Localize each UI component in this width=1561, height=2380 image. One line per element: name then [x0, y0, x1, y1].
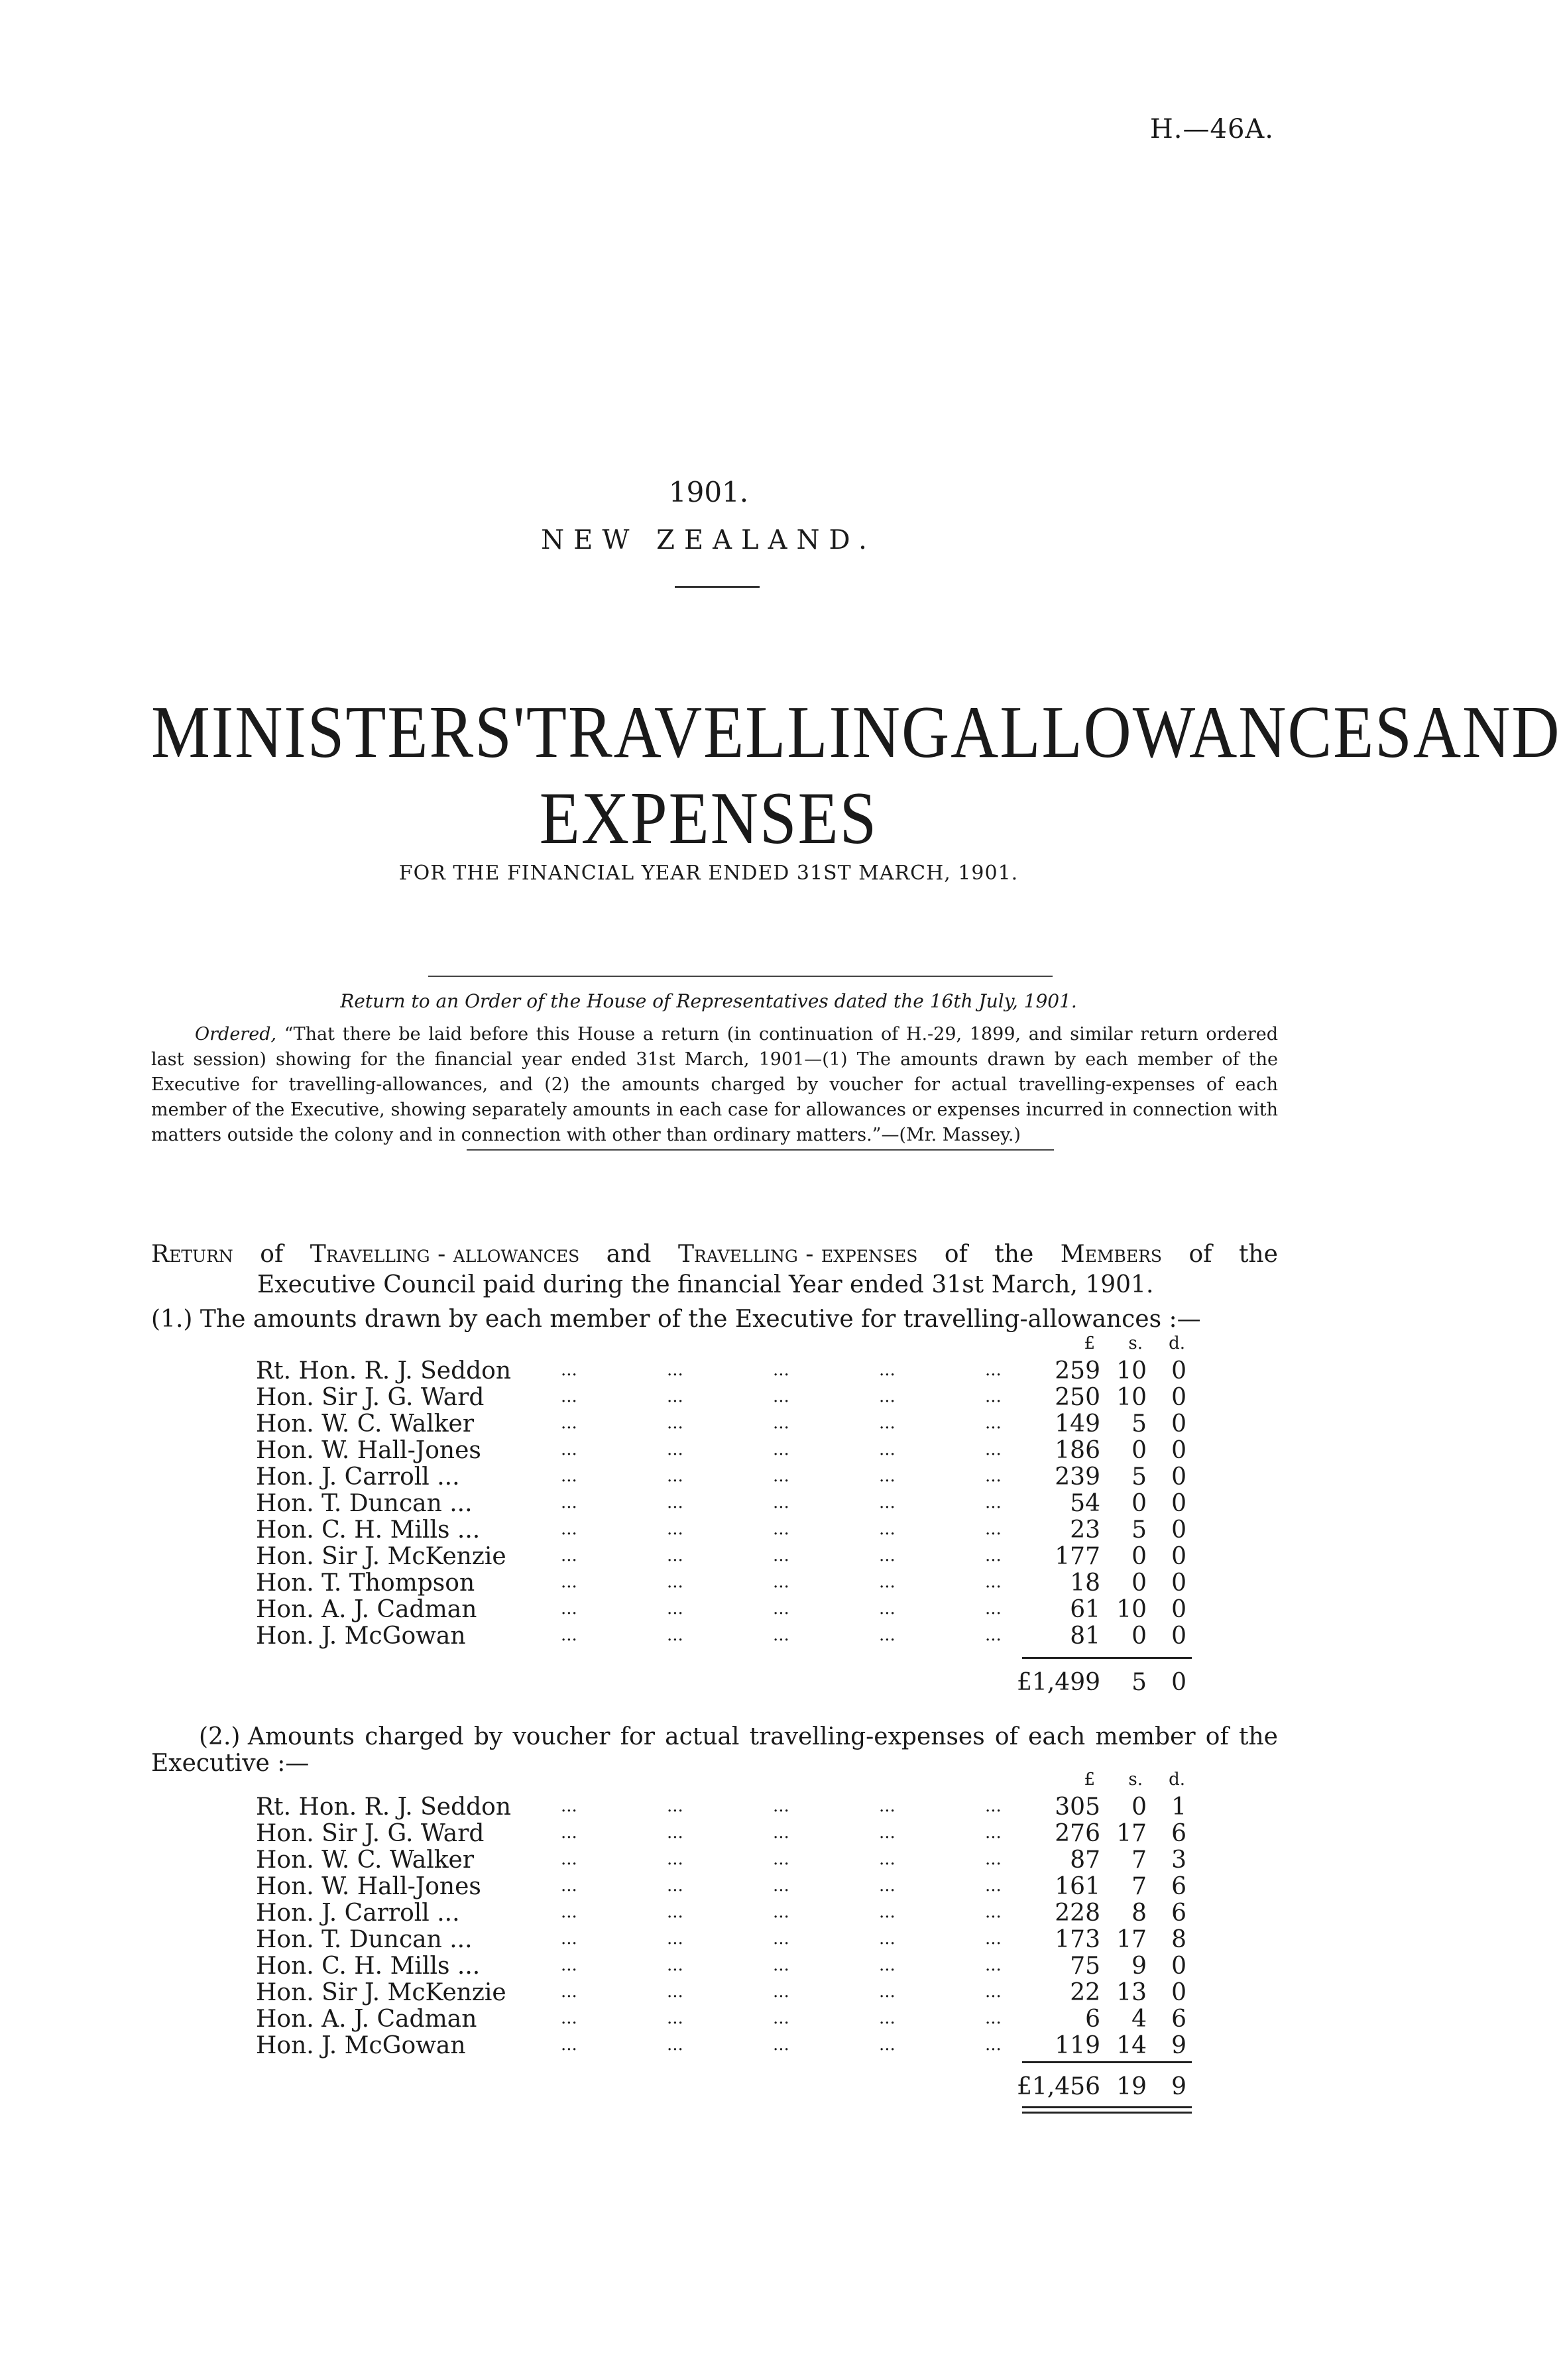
- amount-shillings: 5: [1131, 1516, 1147, 1544]
- amount-shillings: 10: [1116, 1596, 1147, 1623]
- leader-dot-group: ...: [879, 1387, 896, 1406]
- amount-pounds: 18: [1070, 1569, 1100, 1597]
- amount-pence: 0: [1171, 1463, 1186, 1491]
- subtitle: FOR THE FINANCIAL YEAR ENDED 31ST MARCH, 1901.: [398, 862, 1019, 885]
- total-shillings: 5: [1131, 1669, 1147, 1696]
- return-heading: [151, 1239, 1278, 1300]
- amount-pence: 6: [1171, 1899, 1186, 1927]
- member-name: Rt. Hon. R. J. Seddon: [256, 1357, 512, 1385]
- leader-dot-group: ...: [561, 1546, 577, 1565]
- amount-shillings: 7: [1131, 1846, 1147, 1874]
- leader-dot-group: ...: [773, 1466, 789, 1486]
- leader-dot-group: ...: [561, 1796, 577, 1816]
- section2-title-word: actual: [665, 1723, 740, 1750]
- leader-dot-group: ...: [773, 1876, 789, 1896]
- leader-dot-group: ...: [773, 1572, 789, 1592]
- member-name: Hon. A. J. Cadman: [256, 1596, 477, 1623]
- section2-title-word: (2.) Amounts: [199, 1723, 355, 1750]
- leader-dot-group: ...: [985, 1599, 1002, 1618]
- unit-header-shillings: s.: [1128, 1770, 1143, 1789]
- amount-pence: 0: [1171, 1357, 1186, 1385]
- heading-word: the: [994, 1241, 1034, 1268]
- leader-dot-group: ...: [561, 1493, 577, 1512]
- member-name: Hon. W. C. Walker: [256, 1410, 475, 1438]
- leader-dot-group: ...: [985, 1796, 1002, 1816]
- amount-pounds: 186: [1055, 1437, 1100, 1464]
- leader-dot-group: ...: [879, 1519, 896, 1539]
- leader-dot-group: ...: [561, 1849, 577, 1869]
- leader-dot-group: ...: [879, 1546, 896, 1565]
- leader-dot-group: ...: [561, 1599, 577, 1618]
- leader-dot-group: ...: [773, 1902, 789, 1922]
- amount-pence: 8: [1171, 1926, 1186, 1953]
- heading-word: of: [1188, 1241, 1212, 1268]
- total-rule: [1022, 2061, 1192, 2063]
- leader-dot-group: ...: [985, 1955, 1002, 1975]
- member-name: Hon. C. H. Mills ...: [256, 1516, 481, 1544]
- leader-dot-group: ...: [773, 1546, 789, 1565]
- leader-dot-group: ...: [879, 1466, 896, 1486]
- member-name: Hon. J. McGowan: [256, 1622, 466, 1650]
- leader-dot-group: ...: [561, 1902, 577, 1922]
- amount-pounds: 149: [1055, 1410, 1100, 1438]
- amount-pounds: 161: [1055, 1873, 1100, 1900]
- leader-dot-group: ...: [773, 1440, 789, 1459]
- country-heading: NEW ZEALAND.: [541, 525, 876, 555]
- amount-shillings: 0: [1131, 1490, 1147, 1517]
- leader-dot-group: ...: [879, 1796, 896, 1816]
- order-return-line: Return to an Order of the House of Representatives dated the 16th July, 1901.: [340, 990, 1077, 1012]
- member-name: Hon. Sir J. G. Ward: [256, 1820, 485, 1847]
- leader-dot-group: ...: [879, 1929, 896, 1949]
- leader-dot-group: ...: [879, 2035, 896, 2055]
- amount-shillings: 0: [1131, 1437, 1147, 1464]
- unit-header-pence: d.: [1169, 1770, 1185, 1789]
- leader-dot-group: ...: [773, 1387, 789, 1406]
- divider: [428, 976, 1053, 977]
- leader-dot-group: ...: [773, 1360, 789, 1380]
- total-shillings: 19: [1116, 2073, 1147, 2100]
- leader-dot-group: ...: [985, 1466, 1002, 1486]
- leader-dot-group: ...: [985, 2008, 1002, 2028]
- leader-dot-group: ...: [667, 1387, 683, 1406]
- member-name: Hon. W. Hall-Jones: [256, 1437, 481, 1464]
- leader-dot-group: ...: [773, 1849, 789, 1869]
- leader-dot-group: ...: [561, 1440, 577, 1459]
- heading-word: Return: [151, 1241, 233, 1268]
- divider: [675, 586, 760, 588]
- leader-dot-group: ...: [985, 1360, 1002, 1380]
- amount-pounds: 250: [1055, 1384, 1100, 1411]
- amount-pence: 9: [1171, 2032, 1186, 2059]
- amount-pence: 6: [1171, 1873, 1186, 1900]
- leader-dot-group: ...: [879, 1360, 896, 1380]
- amount-pounds: 6: [1085, 2006, 1100, 2033]
- heading-word: of: [260, 1241, 284, 1268]
- leader-dot-group: ...: [561, 1466, 577, 1486]
- leader-dot-group: ...: [985, 1929, 1002, 1949]
- amount-pence: 6: [1171, 1820, 1186, 1847]
- member-name: Hon. J. Carroll ...: [256, 1899, 460, 1927]
- title-word: MINISTERS': [151, 691, 526, 773]
- member-name: Hon. T. Thompson: [256, 1569, 475, 1597]
- amount-pence: 0: [1171, 1437, 1186, 1464]
- amount-shillings: 10: [1116, 1357, 1147, 1385]
- leader-dot-group: ...: [667, 1902, 683, 1922]
- amount-pounds: 81: [1070, 1622, 1100, 1650]
- document-reference: H.—46A.: [1149, 114, 1274, 144]
- leader-dot-group: ...: [773, 2035, 789, 2055]
- amount-shillings: 14: [1116, 2032, 1147, 2059]
- leader-dot-group: ...: [985, 1849, 1002, 1869]
- leader-dot-group: ...: [561, 2008, 577, 2028]
- amount-pounds: 22: [1070, 1979, 1100, 2006]
- heading-line-2: Executive Council paid during the financial Year ended 31st March, 1901.: [257, 1271, 1154, 1298]
- amount-pence: 0: [1171, 1516, 1186, 1544]
- leader-dot-group: ...: [773, 1955, 789, 1975]
- ordered-label: Ordered,: [195, 1024, 277, 1045]
- leader-dot-group: ...: [773, 2008, 789, 2028]
- section1-title: (1.) The amounts drawn by each member of the Executive for travelling-allowances :—: [151, 1306, 1201, 1333]
- title-line-2: EXPENSES: [539, 777, 878, 860]
- leader-dot-group: ...: [561, 2035, 577, 2055]
- section2-title-word: of: [1205, 1723, 1229, 1750]
- leader-dot-group: ...: [985, 1440, 1002, 1459]
- title-word: TRAVELLING: [526, 691, 951, 773]
- amount-shillings: 0: [1131, 1793, 1147, 1821]
- leader-dot-group: ...: [773, 1796, 789, 1816]
- total-rule: [1022, 1657, 1192, 1659]
- leader-dot-group: ...: [985, 1902, 1002, 1922]
- amount-pounds: 173: [1055, 1926, 1100, 1953]
- section2-title: [151, 1723, 1278, 1750]
- leader-dot-group: ...: [667, 1360, 683, 1380]
- amount-pounds: 177: [1055, 1543, 1100, 1570]
- total-pence: 9: [1171, 2073, 1186, 2100]
- section2-title-word: member: [1095, 1723, 1196, 1750]
- leader-dot-group: ...: [561, 1413, 577, 1433]
- member-name: Hon. J. Carroll ...: [256, 1463, 460, 1491]
- leader-dot-group: ...: [561, 1572, 577, 1592]
- leader-dot-group: ...: [879, 1982, 896, 2002]
- member-name: Hon. T. Duncan ...: [256, 1490, 473, 1517]
- amount-pence: 3: [1171, 1846, 1186, 1874]
- amount-pence: 0: [1171, 1543, 1186, 1570]
- leader-dot-group: ...: [667, 2008, 683, 2028]
- member-name: Rt. Hon. R. J. Seddon: [256, 1793, 512, 1821]
- leader-dot-group: ...: [879, 1440, 896, 1459]
- heading-word: Members: [1060, 1241, 1163, 1268]
- leader-dot-group: ...: [773, 1519, 789, 1539]
- section2-title-word: by: [473, 1723, 503, 1750]
- leader-dot-group: ...: [561, 1625, 577, 1645]
- section2-title-word: of: [994, 1723, 1018, 1750]
- amount-shillings: 8: [1131, 1899, 1147, 1927]
- member-name: Hon. W. C. Walker: [256, 1846, 475, 1874]
- leader-dot-group: ...: [667, 1546, 683, 1565]
- leader-dot-group: ...: [667, 2035, 683, 2055]
- leader-dot-group: ...: [667, 1955, 683, 1975]
- amount-pence: 0: [1171, 1953, 1186, 1980]
- amount-pounds: 61: [1070, 1596, 1100, 1623]
- amount-shillings: 13: [1116, 1979, 1147, 2006]
- title-word: ALLOWANCES: [951, 691, 1413, 773]
- amount-pence: 0: [1171, 1490, 1186, 1517]
- leader-dot-group: ...: [879, 1493, 896, 1512]
- leader-dot-group: ...: [667, 1849, 683, 1869]
- amount-shillings: 17: [1116, 1926, 1147, 1953]
- leader-dot-group: ...: [667, 1625, 683, 1645]
- title-word: AND: [1413, 691, 1561, 773]
- amount-pence: 0: [1171, 1979, 1186, 2006]
- leader-dot-group: ...: [879, 1823, 896, 1842]
- section2-title-word: voucher: [512, 1723, 610, 1750]
- member-name: Hon. Sir J. McKenzie: [256, 1543, 506, 1570]
- amount-pounds: 228: [1055, 1899, 1100, 1927]
- leader-dot-group: ...: [879, 1599, 896, 1618]
- section2-title-word: travelling-expenses: [749, 1723, 985, 1750]
- leader-dot-group: ...: [773, 1823, 789, 1842]
- member-name: Hon. A. J. Cadman: [256, 2006, 477, 2033]
- section2-title-word: for: [620, 1723, 655, 1750]
- leader-dot-group: ...: [561, 1823, 577, 1842]
- leader-dot-group: ...: [985, 1519, 1002, 1539]
- amount-pounds: 239: [1055, 1463, 1100, 1491]
- amount-pounds: 75: [1070, 1953, 1100, 1980]
- leader-dot-group: ...: [667, 1929, 683, 1949]
- amount-pence: 6: [1171, 2006, 1186, 2033]
- total-double-rule: [1022, 2106, 1192, 2108]
- heading-word: of: [944, 1241, 968, 1268]
- leader-dot-group: ...: [667, 1413, 683, 1433]
- leader-dot-group: ...: [667, 1823, 683, 1842]
- leader-dot-group: ...: [985, 1625, 1002, 1645]
- leader-dot-group: ...: [667, 1876, 683, 1896]
- leader-dot-group: ...: [561, 1982, 577, 2002]
- member-name: Hon. Sir J. G. Ward: [256, 1384, 485, 1411]
- ordered-body: “That there be laid before this House a return (in continuation of H.-29, 1899, and similar return ordered last session) showing for the financial year ended 31st March, 1901—(1) The amounts drawn by each member of the Executive for travelling-allowances, and (2) the amounts charged by voucher for actual travelling-expenses of each member of the Executive, showing separately amounts in each case for allowances or expenses incurred in connection with matters outside the colony and in connection with other than ordinary matters.”—(Mr. Massey.): [151, 1024, 1278, 1145]
- member-name: Hon. Sir J. McKenzie: [256, 1979, 506, 2006]
- unit-header-pence: d.: [1169, 1333, 1185, 1353]
- leader-dot-group: ...: [773, 1599, 789, 1618]
- total-double-rule: [1022, 2112, 1192, 2114]
- divider: [467, 1149, 1054, 1151]
- amount-shillings: 4: [1131, 2006, 1147, 2033]
- amount-shillings: 0: [1131, 1622, 1147, 1650]
- amount-shillings: 9: [1131, 1953, 1147, 1980]
- leader-dot-group: ...: [561, 1876, 577, 1896]
- amount-pence: 0: [1171, 1384, 1186, 1411]
- leader-dot-group: ...: [667, 1796, 683, 1816]
- leader-dot-group: ...: [667, 1519, 683, 1539]
- leader-dot-group: ...: [879, 1625, 896, 1645]
- section2-title-line2: Executive :—: [151, 1750, 310, 1777]
- leader-dot-group: ...: [773, 1982, 789, 2002]
- amount-shillings: 17: [1116, 1820, 1147, 1847]
- amount-shillings: 0: [1131, 1569, 1147, 1597]
- leader-dot-group: ...: [773, 1493, 789, 1512]
- amount-pounds: 276: [1055, 1820, 1100, 1847]
- leader-dot-group: ...: [667, 1982, 683, 2002]
- year-heading: 1901.: [668, 476, 749, 508]
- leader-dot-group: ...: [985, 1823, 1002, 1842]
- leader-dot-group: ...: [879, 1902, 896, 1922]
- title-line-1: [151, 689, 1561, 775]
- leader-dot-group: ...: [667, 1440, 683, 1459]
- leader-dot-group: ...: [561, 1387, 577, 1406]
- unit-header-shillings: s.: [1128, 1333, 1143, 1353]
- amount-pounds: 54: [1070, 1490, 1100, 1517]
- leader-dot-group: ...: [667, 1466, 683, 1486]
- total-pounds: £1,499: [1017, 1669, 1100, 1696]
- amount-pence: 0: [1171, 1622, 1186, 1650]
- unit-header-pounds: £: [1084, 1333, 1095, 1353]
- total-pounds: £1,456: [1017, 2073, 1100, 2100]
- heading-word: the: [1238, 1241, 1278, 1268]
- amount-pounds: 259: [1055, 1357, 1100, 1385]
- leader-dot-group: ...: [667, 1493, 683, 1512]
- leader-dot-group: ...: [879, 1849, 896, 1869]
- amount-shillings: 0: [1131, 1543, 1147, 1570]
- leader-dot-group: ...: [667, 1599, 683, 1618]
- heading-word: and: [606, 1241, 652, 1268]
- amount-shillings: 7: [1131, 1873, 1147, 1900]
- amount-pence: 0: [1171, 1596, 1186, 1623]
- total-pence: 0: [1171, 1669, 1186, 1696]
- leader-dot-group: ...: [985, 2035, 1002, 2055]
- leader-dot-group: ...: [985, 1387, 1002, 1406]
- amount-pence: 0: [1171, 1569, 1186, 1597]
- amount-shillings: 5: [1131, 1410, 1147, 1438]
- amount-pounds: 305: [1055, 1793, 1100, 1821]
- leader-dot-group: ...: [561, 1360, 577, 1380]
- amount-pence: 0: [1171, 1410, 1186, 1438]
- amount-pence: 1: [1171, 1793, 1186, 1821]
- member-name: Hon. T. Duncan ...: [256, 1926, 473, 1953]
- amount-shillings: 10: [1116, 1384, 1147, 1411]
- leader-dot-group: ...: [879, 1955, 896, 1975]
- leader-dot-group: ...: [773, 1413, 789, 1433]
- leader-dot-group: ...: [985, 1546, 1002, 1565]
- leader-dot-group: ...: [773, 1929, 789, 1949]
- member-name: Hon. W. Hall-Jones: [256, 1873, 481, 1900]
- unit-header-pounds: £: [1084, 1770, 1095, 1789]
- member-name: Hon. C. H. Mills ...: [256, 1953, 481, 1980]
- heading-word: Travelling - expenses: [677, 1241, 918, 1268]
- leader-dot-group: ...: [879, 2008, 896, 2028]
- amount-pounds: 119: [1055, 2032, 1100, 2059]
- leader-dot-group: ...: [879, 1413, 896, 1433]
- section2-title-word: each: [1028, 1723, 1086, 1750]
- section2-title-word: charged: [365, 1723, 464, 1750]
- member-name: Hon. J. McGowan: [256, 2032, 466, 2059]
- leader-dot-group: ...: [985, 1876, 1002, 1896]
- leader-dot-group: ...: [985, 1493, 1002, 1512]
- heading-word: Travelling - allowances: [310, 1241, 580, 1268]
- leader-dot-group: ...: [985, 1413, 1002, 1433]
- amount-pounds: 87: [1070, 1846, 1100, 1874]
- leader-dot-group: ...: [561, 1519, 577, 1539]
- leader-dot-group: ...: [985, 1982, 1002, 2002]
- section2-title-word: the: [1239, 1723, 1278, 1750]
- leader-dot-group: ...: [561, 1929, 577, 1949]
- order-text: [151, 1022, 1278, 1148]
- leader-dot-group: ...: [985, 1572, 1002, 1592]
- amount-shillings: 5: [1131, 1463, 1147, 1491]
- leader-dot-group: ...: [561, 1955, 577, 1975]
- leader-dot-group: ...: [879, 1876, 896, 1896]
- amount-pounds: 23: [1070, 1516, 1100, 1544]
- leader-dot-group: ...: [879, 1572, 896, 1592]
- leader-dot-group: ...: [773, 1625, 789, 1645]
- leader-dot-group: ...: [667, 1572, 683, 1592]
